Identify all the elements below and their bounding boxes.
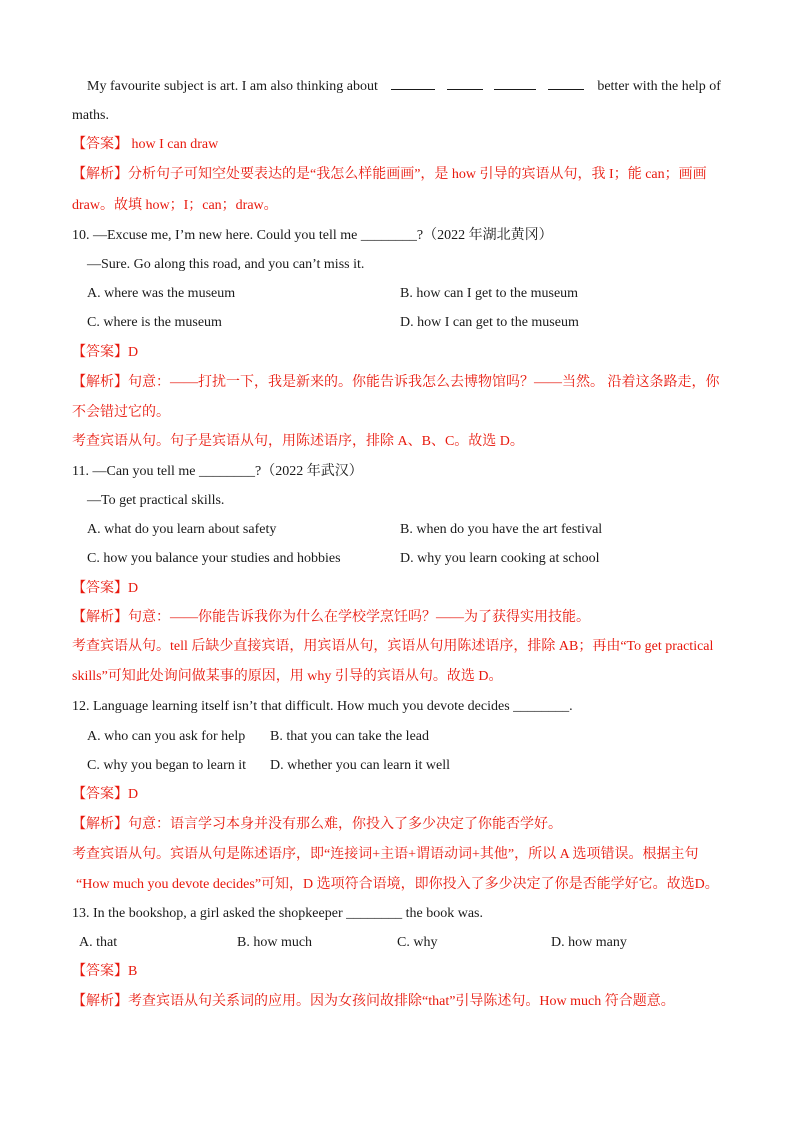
q11-option-a: A. what do you learn about safety [87,522,277,537]
answer-blank [494,75,536,90]
q11-option-d: D. why you learn cooking at school [400,551,600,566]
q12-stem: 12. Language learning itself isn’t that difficult. How much you devote decides ________. [72,699,573,714]
q10-reply: —Sure. Go along this road, and you can’t miss it. [87,257,365,272]
q12-answer: 【答案】D [72,787,139,802]
q13-stem: 13. In the bookshop, a girl asked the shopkeeper ________ the book was. [72,906,483,921]
q10-option-d: D. how I can get to the museum [400,315,579,330]
q12-analysis-cont: 考查宾语从句。宾语从句是陈述语序，即“连接词+主语+谓语动词+其他”，所以 A 选项错误。根据主句 [72,847,699,862]
q10-option-c: C. where is the museum [87,315,222,330]
intro-question-line1: My favourite subject is art. I am also thinking about better with the help of [87,75,747,97]
q11-analysis-summary: skills”可知此处询问做某事的原因，用 why 引导的宾语从句。故选 D。 [72,669,503,684]
q10-analysis-cont: 不会错过它的。 [72,405,170,420]
answer-blank [548,75,584,90]
intro-question-line2: maths. [72,108,109,123]
intro-analysis: 【解析】分析句子可知空处要表达的是“我怎么样能画画”，是 how 引导的宾语从句，我 I；能 can；画画 [72,167,707,182]
q11-analysis: 【解析】句意：——你能告诉我你为什么在学校学烹饪吗？——为了获得实用技能。 [72,610,590,625]
q13-option-a: A. that [79,935,118,950]
intro-analysis-cont: draw。故填 how；I；can；draw。 [72,198,278,213]
q12-option-b: B. that you can take the lead [270,729,429,744]
q10-option-a: A. where was the museum [87,286,236,301]
q13-answer: 【答案】B [72,964,138,979]
q10-analysis-summary: 考查宾语从句。句子是宾语从句，用陈述语序，排除 A、B、C。故选 D。 [72,434,524,449]
answer-blank [447,75,483,90]
q11-analysis-cont: 考查宾语从句。tell 后缺少直接宾语，用宾语从句，宾语从句用陈述语序，排除 AB；再由“To get practical [72,639,714,654]
q10-option-b: B. how can I get to the museum [400,286,579,301]
q13-option-b: B. how much [237,935,313,950]
q11-option-c: C. how you balance your studies and hobbies [87,551,341,566]
q10-stem: 10. —Excuse me, I’m new here. Could you tell me ________?（2022 年湖北黄冈） [72,228,553,243]
q12-option-a: A. who can you ask for help [87,729,246,744]
q11-stem: 11. —Can you tell me ________?（2022 年武汉） [72,464,363,479]
q11-reply: —To get practical skills. [87,493,225,508]
q13-analysis: 【解析】考查宾语从句关系词的应用。因为女孩问故排除“that”引导陈述句。How much 符合题意。 [72,994,675,1009]
intro-answer: 【答案】 how I can draw [72,137,219,152]
q10-answer: 【答案】D [72,345,139,360]
q11-option-b: B. when do you have the art festival [400,522,603,537]
q13-option-d: D. how many [551,935,627,950]
q11-answer: 【答案】D [72,581,139,596]
q13-option-c: C. why [397,935,438,950]
q12-option-c: C. why you began to learn it [87,758,247,773]
answer-blank [391,75,435,90]
q12-option-d: D. whether you can learn it well [270,758,450,773]
q12-analysis: 【解析】句意：语言学习本身并没有那么难，你投入了多少决定了你能否学好。 [72,817,562,832]
q10-analysis: 【解析】句意：——打扰一下，我是新来的。你能告诉我怎么去博物馆吗？——当然。 沿着这条路走，你 [72,375,720,390]
q12-analysis-summary: “How much you devote decides”可知，D 选项符合语境，即你投入了多少决定了你是否能学好它。故选D。 [76,877,719,892]
